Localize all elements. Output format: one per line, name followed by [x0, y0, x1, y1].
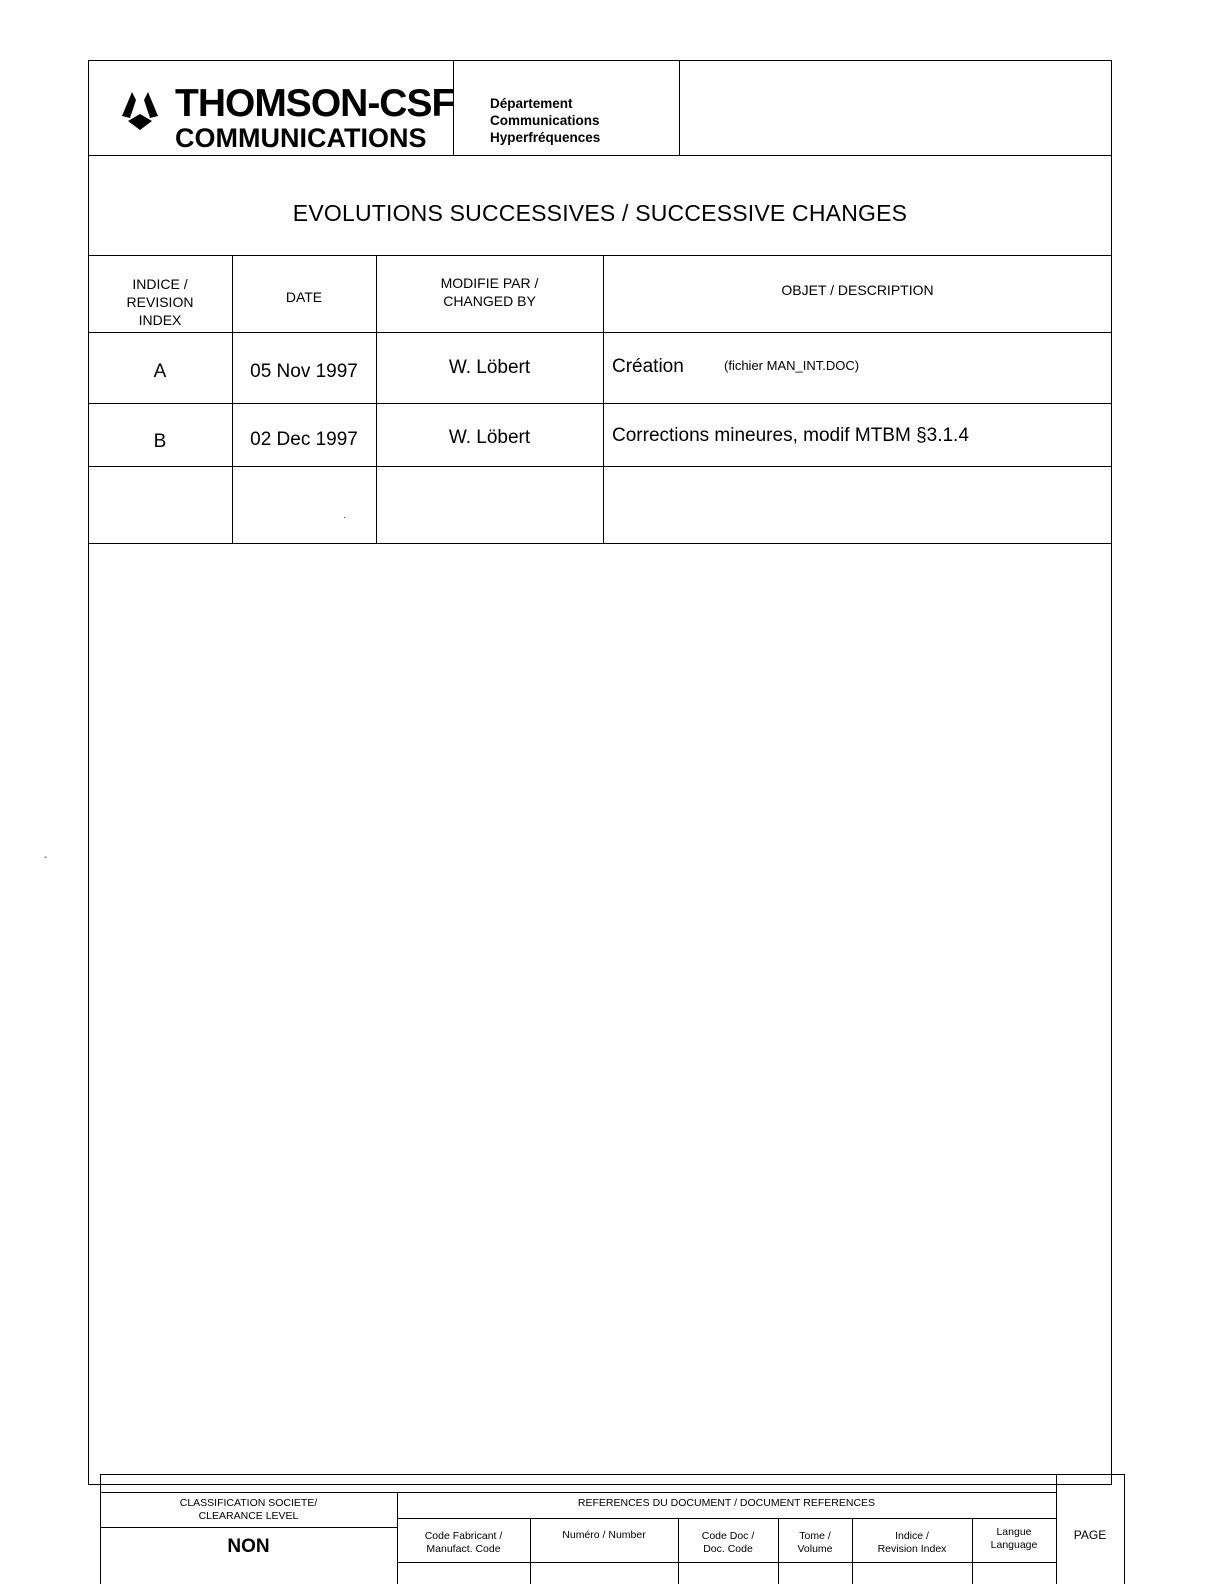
references-title: REFERENCES DU DOCUMENT / DOCUMENT REFERENCES [577, 1496, 876, 1509]
ref-col-manufact-code [397, 1526, 530, 1560]
header-divider [88, 155, 1112, 156]
ref-col-revision-index [852, 1526, 972, 1560]
ref-col-language [972, 1522, 1056, 1556]
row-a-changed-by: W. Löbert [448, 356, 531, 378]
classification-label-line: CLASSIFICATION SOCIETE/ [179, 1497, 318, 1509]
footer-top-line [100, 1474, 1124, 1475]
page-label: PAGE [1073, 1528, 1107, 1542]
classification-label [100, 1494, 397, 1526]
footer-ref-divider [397, 1562, 1056, 1563]
page-title: EVOLUTIONS SUCCESSIVES / SUCCESSIVE CHANGES [292, 200, 908, 226]
table-header-divider [88, 332, 1112, 333]
department-block [490, 95, 600, 146]
ref-col-line: Tome / [799, 1530, 831, 1542]
title-divider [88, 255, 1112, 256]
row-b-description: Corrections mineures, modif MTBM §3.1.4 [612, 425, 969, 446]
ref-col-line: Doc. Code [703, 1543, 753, 1555]
department-line: Hyperfréquences [490, 130, 601, 145]
header-index [88, 272, 232, 332]
ref-col-line: Volume [797, 1543, 833, 1555]
header-index-line: REVISION [126, 294, 194, 310]
footer-class-divider [100, 1527, 397, 1528]
classification-label-line: CLEARANCE LEVEL [198, 1510, 299, 1522]
company-name-line2: COMMUNICATIONS [175, 123, 427, 153]
header-index-line: INDEX [138, 312, 182, 328]
row-a-description: Création [612, 356, 684, 377]
footer-right-border [1124, 1474, 1125, 1584]
company-name-line1: THOMSON-CSF [175, 82, 455, 125]
ref-col-line: Manufact. Code [426, 1543, 501, 1555]
ref-col-line: Numéro / Number [562, 1528, 646, 1541]
header-changed-by [376, 262, 603, 322]
ref-col-line: Revision Index [877, 1543, 947, 1555]
ref-col-line: Language [990, 1539, 1038, 1551]
scan-mark: - [44, 852, 48, 863]
department-line: Département [490, 96, 573, 111]
row-b-date: 02 Dec 1997 [250, 428, 358, 450]
row-a-index: A [153, 360, 167, 382]
row-b-index: B [153, 430, 167, 452]
header-changed-by-line: MODIFIE PAR / [440, 275, 539, 291]
ref-col-volume [778, 1526, 852, 1560]
header-changed-by-line: CHANGED BY [443, 293, 536, 309]
row-a-date: 05 Nov 1997 [250, 360, 358, 382]
row-a-note: (fichier MAN_INT.DOC) [724, 358, 860, 373]
company-name [120, 84, 454, 152]
footer-ref-divider [397, 1518, 1056, 1519]
header-index-line: INDICE / [132, 276, 188, 292]
ref-col-line: Code Doc / [701, 1530, 755, 1542]
scan-mark: · [343, 512, 347, 523]
table-row-divider [88, 403, 1112, 404]
footer-inner-line [100, 1492, 1056, 1493]
ref-col-line: Langue [996, 1526, 1032, 1538]
footer-left-border [100, 1474, 101, 1584]
ref-col-doc-code [678, 1526, 778, 1560]
ref-col-line: Code Fabricant / [424, 1530, 503, 1542]
ref-col-number [530, 1522, 678, 1548]
department-line: Communications [490, 113, 600, 128]
row-b-changed-by: W. Löbert [448, 426, 531, 448]
classification-value: NON [227, 1536, 270, 1557]
header-description: OBJET / DESCRIPTION [781, 282, 934, 298]
table-bottom-line [88, 543, 1112, 544]
ref-col-line: Indice / [895, 1530, 929, 1542]
header-date: DATE [285, 289, 323, 305]
header-divider-v2 [679, 60, 680, 156]
